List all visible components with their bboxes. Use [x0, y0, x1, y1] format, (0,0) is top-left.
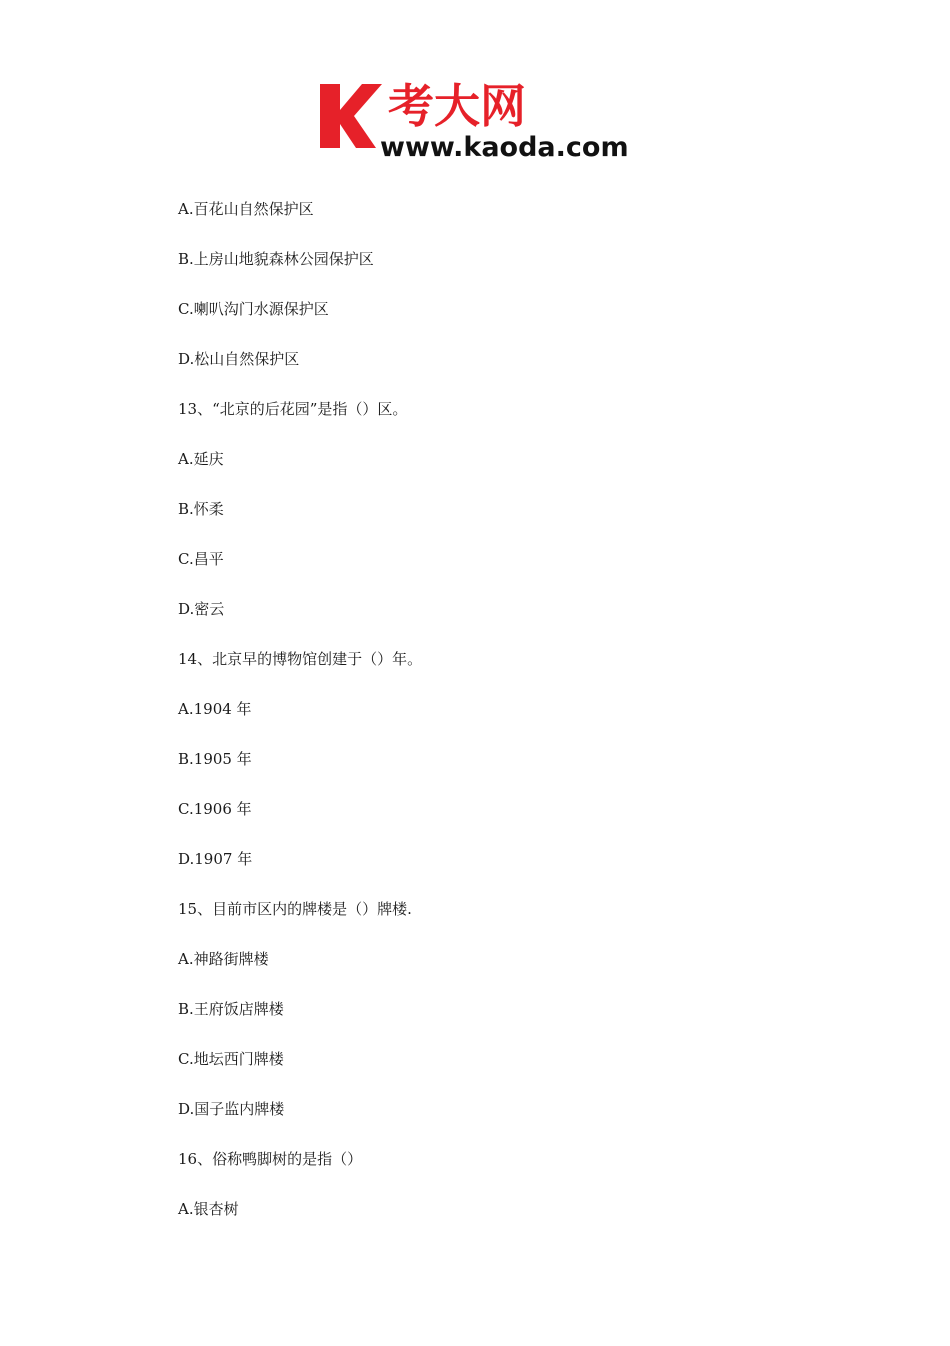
question-line: 16、俗称鸭脚树的是指（） [178, 1150, 363, 1168]
option-line: C.1906 年 [178, 800, 252, 818]
option-line: A.延庆 [178, 450, 224, 468]
option-line: C.昌平 [178, 550, 224, 568]
option-line: B.1905 年 [178, 750, 252, 768]
option-line: A.银杏树 [178, 1200, 239, 1218]
option-line: B.王府饭店牌楼 [178, 1000, 284, 1018]
option-line: A.1904 年 [178, 700, 252, 718]
question-line: 13、“北京的后花园”是指（）区。 [178, 400, 408, 418]
question-list [178, 198, 878, 1248]
option-line: B.怀柔 [178, 500, 224, 518]
option-line: B.上房山地貌森林公园保护区 [178, 250, 374, 268]
kaoda-logo-graphic [318, 76, 638, 160]
question-line: 15、目前市区内的牌楼是（）牌楼. [178, 900, 412, 918]
logo-k-mark [320, 84, 382, 148]
option-line: D.1907 年 [178, 850, 253, 868]
option-line: A.神路街牌楼 [178, 950, 269, 968]
option-line: A.百花山自然保护区 [178, 200, 314, 218]
option-line: D.密云 [178, 600, 225, 618]
logo-k-letter: K [318, 76, 319, 77]
logo-url: www.kaoda.com [380, 132, 629, 160]
option-line: C.地坛西门牌楼 [178, 1050, 284, 1068]
kaoda-logo [318, 76, 638, 160]
question-line: 14、北京早的博物馆创建于（）年。 [178, 650, 423, 668]
option-line: D.松山自然保护区 [178, 350, 300, 368]
option-line: D.国子监内牌楼 [178, 1100, 285, 1118]
option-line: C.喇叭沟门水源保护区 [178, 300, 329, 318]
logo-cn-name: 考大网 [388, 79, 526, 133]
